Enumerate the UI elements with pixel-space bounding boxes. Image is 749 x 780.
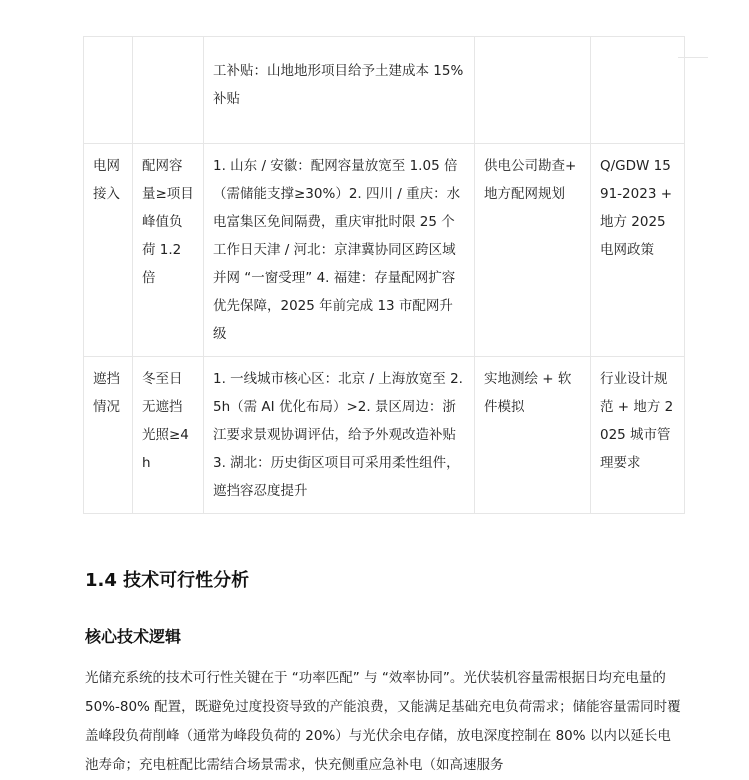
cell-standard: Q/GDW 1591-2023 + 地方 2025 电网政策 [591,144,685,357]
section-heading: 1.4 技术可行性分析 [85,570,250,591]
cell-requirement: 冬至日无遮挡光照≥4h [133,357,204,514]
cell-policy: 1. 一线城市核心区：北京 / 上海放宽至 2.5h（需 AI 优化布局）>2. 景区周边：浙江要求景观协调评估，给予外观改造补贴 3. 湖北：历史街区项目可采用柔性组件，遮挡容忍度提升 [204,357,475,514]
policy-table [83,36,685,514]
cell-item [84,37,133,144]
cell-method: 供电公司勘查+ 地方配网规划 [475,144,591,357]
cell-standard [591,37,685,144]
cell-policy: 1. 山东 / 安徽：配网容量放宽至 1.05 倍（需储能支撑≥30%）2. 四川 / 重庆：水电富集区免间隔费，重庆审批时限 25 个工作日天津 / 河北：京津冀协同区跨区域并网 “一窗受理” 4. 福建：存量配网扩容优先保障，2025 年前完成 13 市配网升级 [204,144,475,357]
cell-standard: 行业设计规范 + 地方 2025 城市管理要求 [591,357,685,514]
cell-method [475,37,591,144]
cell-item: 电网接入 [84,144,133,357]
body-paragraph: 光储充系统的技术可行性关键在于 “功率匹配” 与 “效率协同”。光伏装机容量需根据日均充电量的 50%-80% 配置，既避免过度投资导致的产能浪费，又能满足基础充电负荷需求；储能容量需同时覆盖峰段负荷削峰（通常为峰段负荷的 20%）与光伏余电存储，放电深度控制在 80% 以内以延长电池寿命；充电桩配比需结合场景需求，快充侧重应急补电（如高速服务 [85,670,681,773]
table-row [84,144,685,357]
table-row [84,37,685,144]
subsection-heading: 核心技术逻辑 [85,627,182,646]
table-row [84,357,685,514]
cell-requirement: 配网容量≥项目峰值负荷 1.2 倍 [133,144,204,357]
cell-requirement [133,37,204,144]
cell-method: 实地测绘 + 软件模拟 [475,357,591,514]
cell-item: 遮挡情况 [84,357,133,514]
cell-policy: 工补贴：山地地形项目给予土建成本 15% 补贴 [204,37,475,144]
